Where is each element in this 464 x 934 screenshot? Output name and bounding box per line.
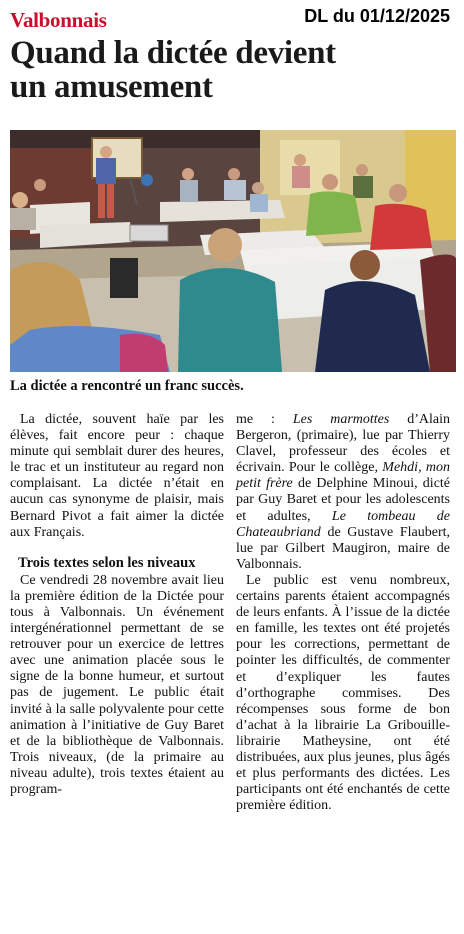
intro-paragraph: La dictée, souvent haïe par les élèves, fait encore peur : chaque minute qui semblait durer des heures, le trac et un instituteur au regard non complaisant. La dictée n’était en aucun cas synonyme de plaisir, mais Bernard Pivot a fait aimer la dictée aux Français. (10, 412, 224, 540)
section-label: Valbonnais (10, 8, 107, 32)
headline-line-2: un amusement (10, 69, 213, 105)
body-paragraph-1: Ce vendredi 28 novembre avait lieu la première édition de la Dictée pour tous à Valbonnais. Un événement intergénérationnel permettant de se retrouver pour un exercice de lettres avec une animation placée sous le signe de la bonne humeur, et surtout pas de jugement. Le public était invité à la salle polyvalente pour cette animation à l’initiative de Guy Baret et de la bibliothèque de Valbonnais. Trois niveaux, (de la primaire au niveau adulte), trois textes étaient au program- (10, 572, 224, 797)
classroom-photo-illustration (10, 130, 456, 372)
subheading: Trois textes selon les niveaux (18, 554, 196, 571)
top-row (0, 0, 464, 36)
book-title-tombeau: Le tombeau de Chateaubriand (236, 508, 450, 540)
book-title-marmottes: Les marmottes (292, 412, 390, 427)
body-paragraph-3: Le public est venu nombreux, certains parents étaient accompagnés de leurs enfants. À l’issue de la dictée en famille, les textes ont été projetés pour les corrections, permettant de pointer les difficultés, de commenter et d’expliquer les fautes d’orthographe commises. Des récompenses sous forme de bon d’achat à la librairie La Gribouille- librairie Matheysine, ont été distribuées, aux plus jeunes, plus âgés et plus performants des dictées. Les participants ont été enchantés de cette première édition. (236, 572, 450, 814)
article-column-right (236, 412, 450, 814)
article-column-left (10, 412, 224, 798)
article-photo (10, 130, 456, 372)
p2-text-b: d’Alain Bergeron, (primaire), lue par Thierry Clavel, professeur des écoles et écrivain. Pour le collège, (236, 412, 451, 476)
photo-caption: La dictée a rencontré un franc succès. (10, 378, 244, 394)
p2-text-c: de Delphine Minoui, dicté par Guy Baret et pour les adolescents et adultes, (236, 476, 451, 524)
headline (10, 36, 460, 104)
source-date-label: DL du 01/12/2025 (304, 6, 450, 26)
p2-text-a: me : (236, 412, 293, 427)
book-title-mehdi: Mehdi, mon petit frère (236, 460, 450, 492)
body-paragraph-2 (236, 412, 450, 573)
p2-text-d: de Gustave Flaubert, lue par Gilbert Maugiron, maire de Valbonnais. (236, 524, 450, 572)
headline-line-1: Quand la dictée devient (10, 35, 336, 71)
